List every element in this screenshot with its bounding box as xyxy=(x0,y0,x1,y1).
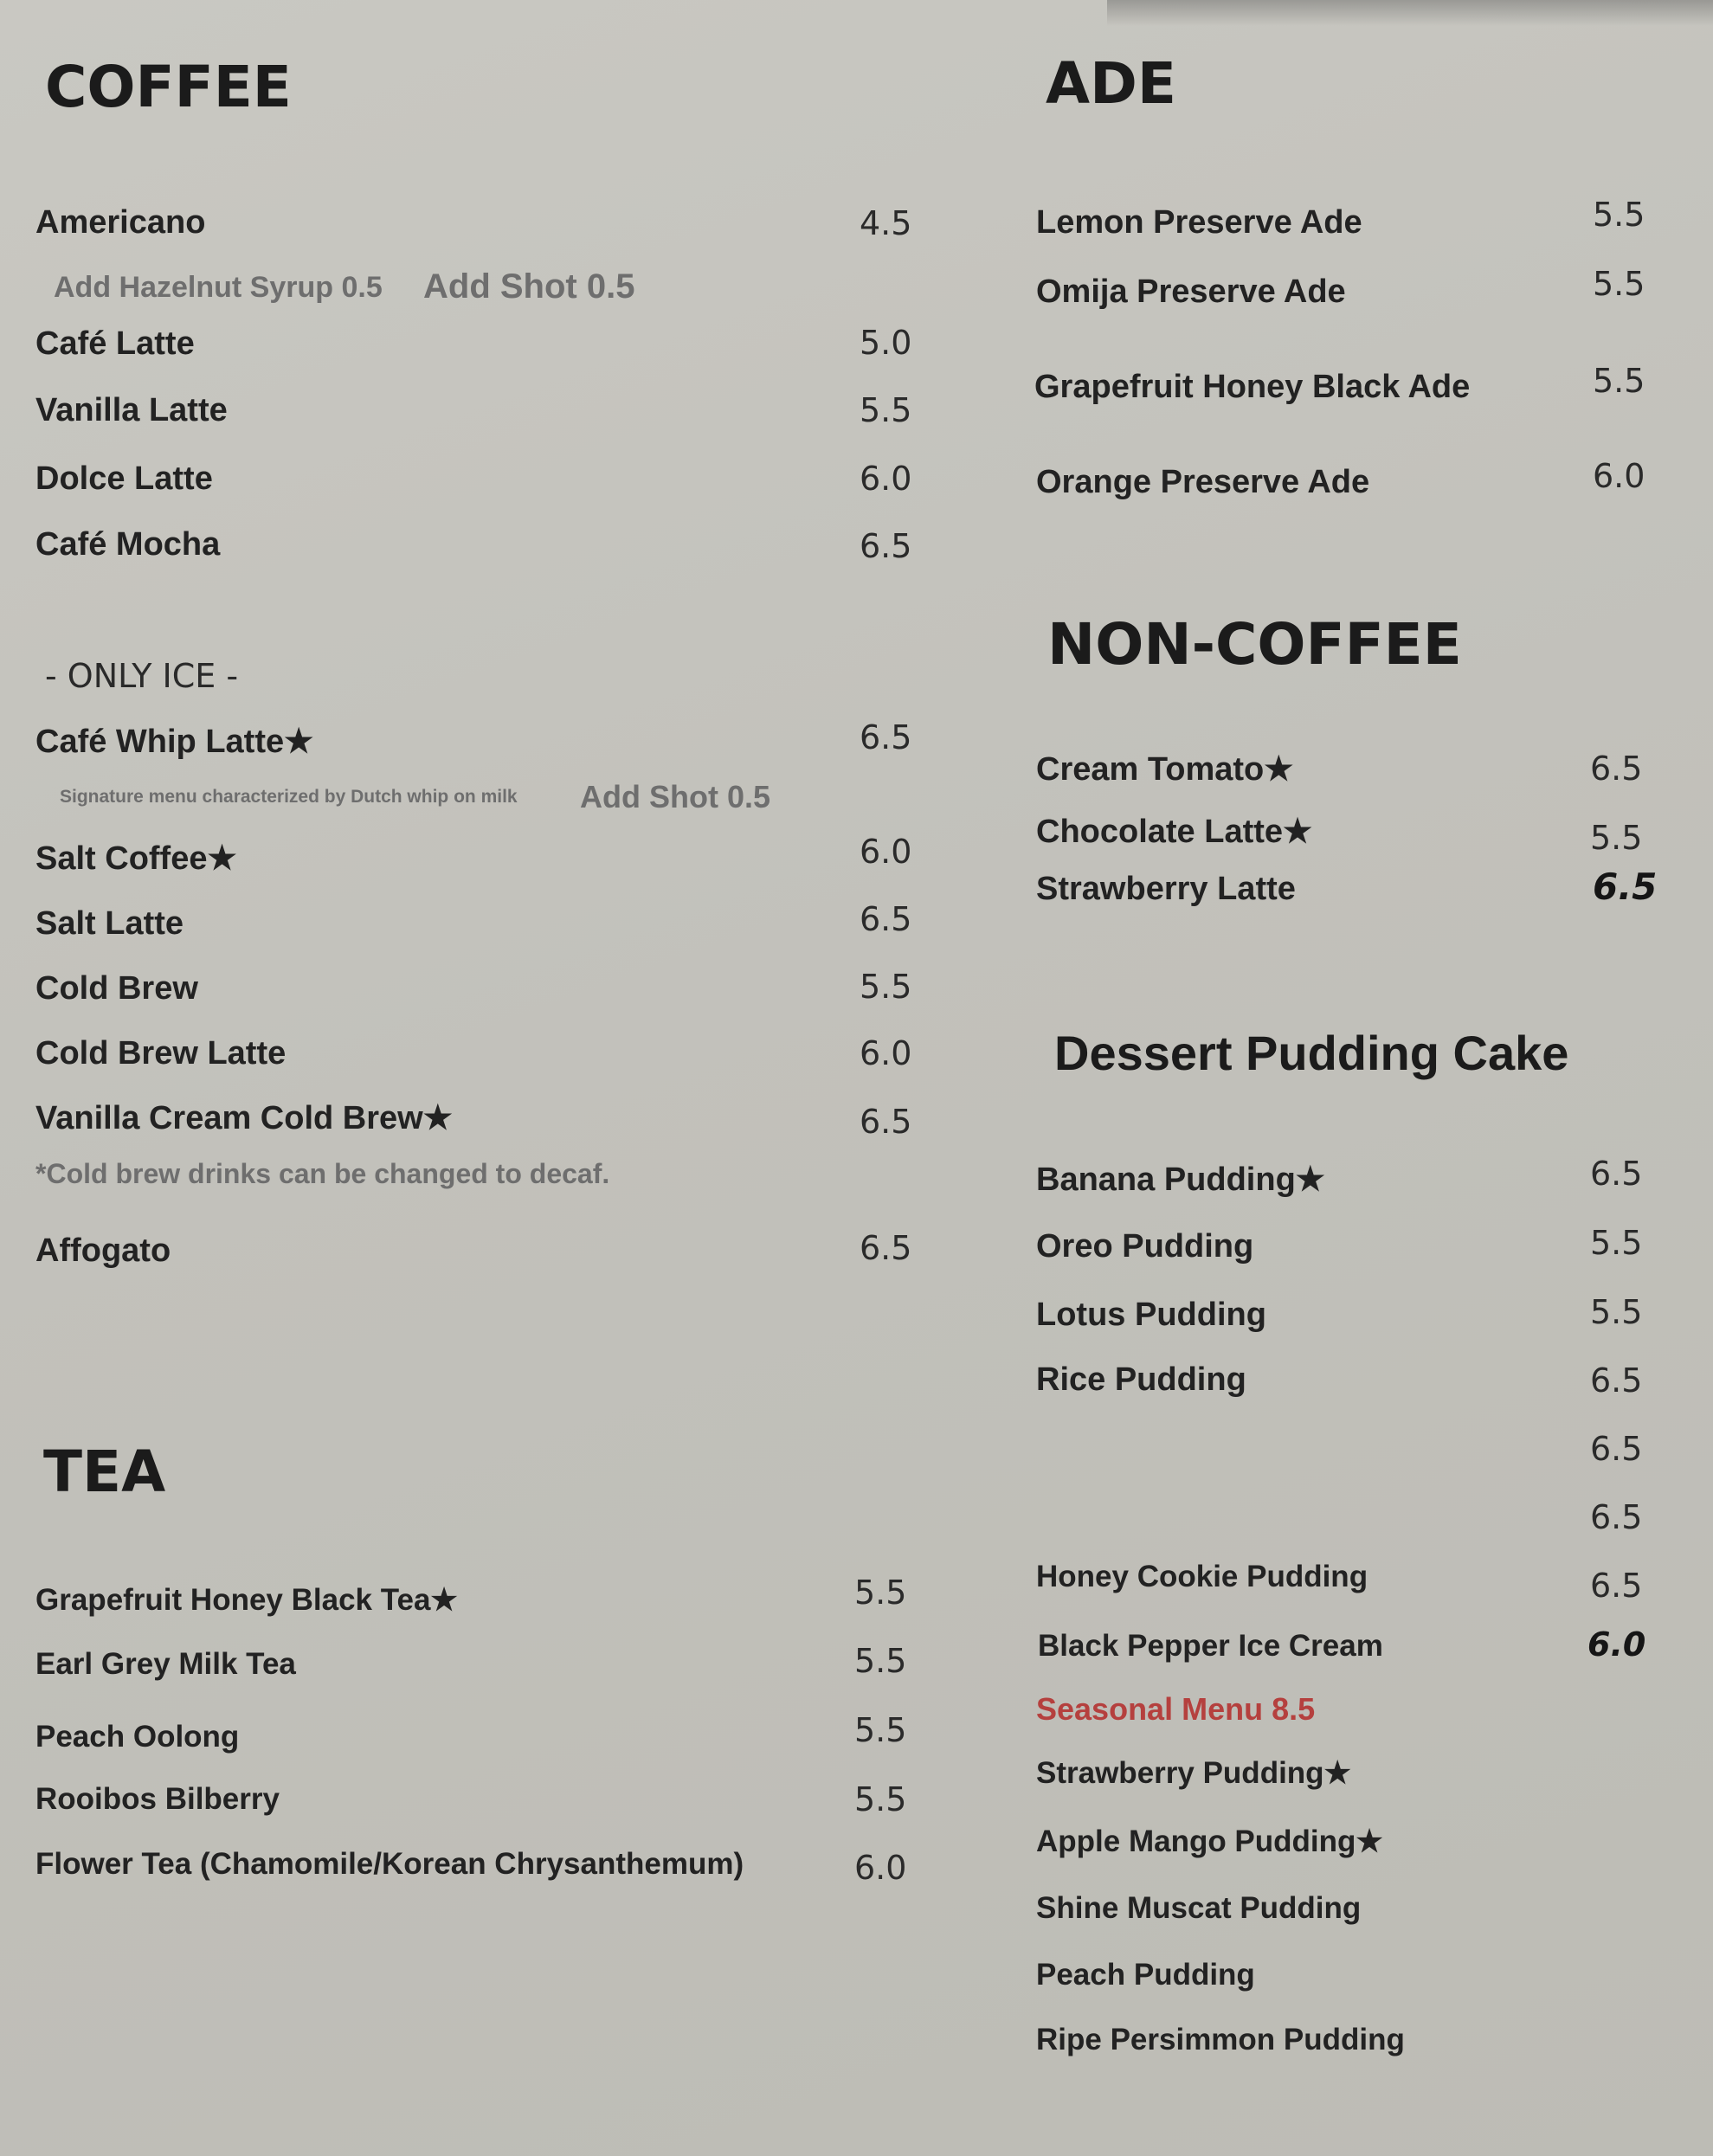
price-salt-coffee: 6.0 xyxy=(860,833,912,871)
item-peach-oolong: Peach Oolong xyxy=(35,1720,240,1754)
seasonal-menu-label: Seasonal Menu 8.5 xyxy=(1036,1691,1316,1727)
add-syrup-note: Add Hazelnut Syrup 0.5 xyxy=(54,271,383,304)
item-honey-cookie-pudding: Honey Cookie Pudding xyxy=(1036,1560,1368,1593)
item-flower-tea: Flower Tea (Chamomile/Korean Chrysanthemum) xyxy=(35,1847,744,1881)
item-rooibos-bilberry: Rooibos Bilberry xyxy=(35,1782,280,1816)
price-rooibos-bilberry: 5.5 xyxy=(854,1780,907,1818)
item-cold-brew-latte: Cold Brew Latte xyxy=(35,1035,287,1072)
price-strawberry-latte-handwritten: 6.5 xyxy=(1593,866,1658,908)
price-cold-brew: 5.5 xyxy=(860,968,912,1006)
price-affogato: 6.5 xyxy=(860,1229,912,1267)
price-americano: 4.5 xyxy=(860,204,912,242)
item-banana-pudding: Banana Pudding★ xyxy=(1036,1162,1325,1198)
price-grapefruit-honey-black-tea: 5.5 xyxy=(854,1574,907,1612)
price-black-pepper-handwritten: 6.0 xyxy=(1587,1625,1646,1664)
item-affogato: Affogato xyxy=(35,1232,171,1269)
price-cafe-mocha: 6.5 xyxy=(860,527,912,565)
item-vanilla-cream-cold-brew: Vanilla Cream Cold Brew★ xyxy=(35,1100,453,1136)
price-honey-cookie-pudding: 6.5 xyxy=(1590,1567,1643,1605)
price-banana-pudding: 6.5 xyxy=(1590,1155,1643,1193)
coffee-heading: COFFEE xyxy=(45,54,292,120)
item-cream-tomato: Cream Tomato★ xyxy=(1036,751,1294,788)
dessert-heading: Dessert Pudding Cake xyxy=(1054,1026,1569,1080)
price-oreo-pudding: 5.5 xyxy=(1590,1224,1643,1262)
only-ice-label: - ONLY ICE - xyxy=(45,657,239,695)
add-shot-note-2: Add Shot 0.5 xyxy=(580,779,771,814)
price-salt-latte: 6.5 xyxy=(860,900,912,938)
price-orange-preserve-ade: 6.0 xyxy=(1593,457,1645,495)
item-americano: Americano xyxy=(35,204,206,241)
tea-heading: TEA xyxy=(43,1438,166,1505)
price-dolce-latte: 6.0 xyxy=(860,460,912,498)
price-cafe-latte: 5.0 xyxy=(860,324,912,362)
item-omija-preserve-ade: Omija Preserve Ade xyxy=(1036,274,1346,310)
price-cream-tomato: 6.5 xyxy=(1590,750,1643,788)
item-cold-brew: Cold Brew xyxy=(35,970,198,1007)
item-orange-preserve-ade: Orange Preserve Ade xyxy=(1036,464,1370,500)
item-earl-grey-milk-tea: Earl Grey Milk Tea xyxy=(35,1647,296,1681)
top-shadow xyxy=(1107,0,1713,26)
seasonal-item: Peach Pudding xyxy=(1036,1958,1255,1992)
item-grapefruit-honey-black-ade: Grapefruit Honey Black Ade xyxy=(1034,369,1471,405)
signature-note: Signature menu characterized by Dutch whip on milk xyxy=(60,787,518,807)
item-oreo-pudding: Oreo Pudding xyxy=(1036,1228,1254,1265)
price-vanilla-latte: 5.5 xyxy=(860,391,912,429)
price-cafe-whip-latte: 6.5 xyxy=(860,718,912,756)
item-cafe-latte: Café Latte xyxy=(35,325,195,362)
price-rice-pudding: 6.5 xyxy=(1590,1361,1643,1400)
item-strawberry-latte: Strawberry Latte xyxy=(1036,871,1296,907)
item-cafe-whip-latte: Café Whip Latte★ xyxy=(35,724,314,760)
price-earl-grey-milk-tea: 5.5 xyxy=(854,1642,907,1680)
ade-heading: ADE xyxy=(1046,50,1176,117)
item-dolce-latte: Dolce Latte xyxy=(35,460,213,497)
seasonal-item: Ripe Persimmon Pudding xyxy=(1036,2023,1405,2056)
price-grapefruit-honey-black-ade: 5.5 xyxy=(1593,362,1645,400)
item-chocolate-latte: Chocolate Latte★ xyxy=(1036,814,1313,850)
item-salt-latte: Salt Latte xyxy=(35,905,184,942)
item-lemon-preserve-ade: Lemon Preserve Ade xyxy=(1036,204,1362,241)
seasonal-item: Shine Muscat Pudding xyxy=(1036,1891,1362,1925)
item-rice-pudding: Rice Pudding xyxy=(1036,1361,1246,1398)
price-vanilla-cream-cold-brew: 6.5 xyxy=(860,1103,912,1141)
price-extra-1: 6.5 xyxy=(1590,1430,1643,1468)
price-flower-tea: 6.0 xyxy=(854,1849,907,1887)
seasonal-item: Apple Mango Pudding★ xyxy=(1036,1825,1383,1858)
price-omija-preserve-ade: 5.5 xyxy=(1593,265,1645,303)
price-chocolate-latte: 5.5 xyxy=(1590,819,1643,857)
item-black-pepper-ice-cream: Black Pepper Ice Cream xyxy=(1038,1629,1383,1663)
price-extra-2: 6.5 xyxy=(1590,1498,1643,1536)
item-salt-coffee: Salt Coffee★ xyxy=(35,840,237,877)
price-lemon-preserve-ade: 5.5 xyxy=(1593,196,1645,234)
price-peach-oolong: 5.5 xyxy=(854,1711,907,1749)
price-cold-brew-latte: 6.0 xyxy=(860,1034,912,1072)
non-coffee-heading: NON-COFFEE xyxy=(1047,611,1462,678)
item-cafe-mocha: Café Mocha xyxy=(35,526,221,563)
item-grapefruit-honey-black-tea: Grapefruit Honey Black Tea★ xyxy=(35,1583,458,1617)
add-shot-note: Add Shot 0.5 xyxy=(423,267,635,306)
item-vanilla-latte: Vanilla Latte xyxy=(35,392,228,428)
price-lotus-pudding: 5.5 xyxy=(1590,1293,1643,1331)
seasonal-item: Strawberry Pudding★ xyxy=(1036,1756,1351,1790)
item-lotus-pudding: Lotus Pudding xyxy=(1036,1297,1266,1333)
decaf-note: *Cold brew drinks can be changed to decaf. xyxy=(35,1158,610,1189)
